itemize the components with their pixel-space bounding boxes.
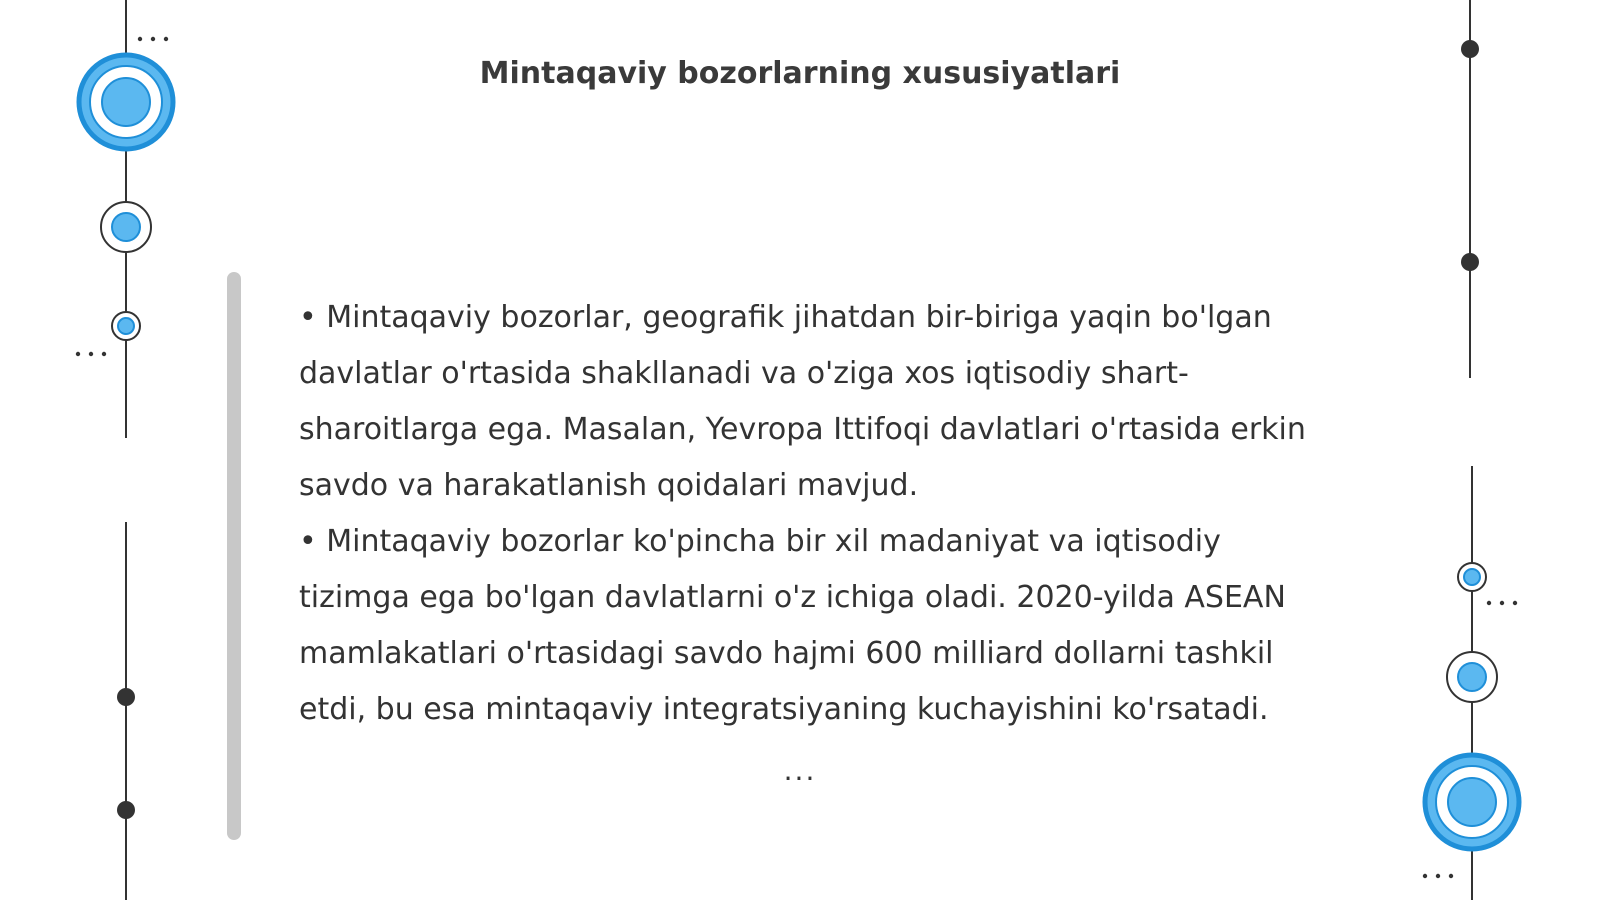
ellipsis-dots-icon — [1487, 601, 1517, 605]
right-small-target-icon — [1458, 563, 1486, 591]
left-node-dot — [117, 688, 135, 706]
ellipsis-dots-icon — [1423, 874, 1453, 878]
ellipsis-dots-icon — [138, 37, 168, 41]
left-medium-target-icon — [101, 202, 151, 252]
slide-title: Mintaqaviy bozorlarning xususiyatlari — [479, 56, 1121, 91]
right-large-target-icon — [1425, 755, 1519, 849]
ellipsis-dots-icon — [76, 352, 106, 356]
left-node-dot — [117, 801, 135, 819]
slide-body — [299, 290, 1319, 738]
right-node-dot — [1461, 253, 1479, 271]
bullet-paragraph: • Mintaqaviy bozorlar, geografik jihatdan bir-biriga yaqin bo'lgan davlatlar o'rtasida shakllanadi va o'ziga xos iqtisodiy shart-sharoitlarga ega. Masalan, Yevropa Ittifoqi davlatlari o'rtasida erkin savdo va harakatlanish qoidalari mavjud. — [299, 300, 1306, 503]
bullet-paragraph: • Mintaqaviy bozorlar ko'pincha bir xil madaniyat va iqtisodiy tizimga ega bo'lgan davlatlarni o'z ichiga oladi. 2020-yilda ASEAN mamlakatlari o'rtasidagi savdo hajmi 600 milliard dollarni tashkil etdi, bu esa mintaqaviy integratsiyaning kuchayishini ko'rsatadi. — [299, 524, 1286, 727]
vertical-accent-bar — [227, 272, 241, 840]
right-medium-target-icon — [1447, 652, 1497, 702]
left-small-target-icon — [112, 312, 140, 340]
more-content-indicator: ... — [783, 754, 817, 787]
